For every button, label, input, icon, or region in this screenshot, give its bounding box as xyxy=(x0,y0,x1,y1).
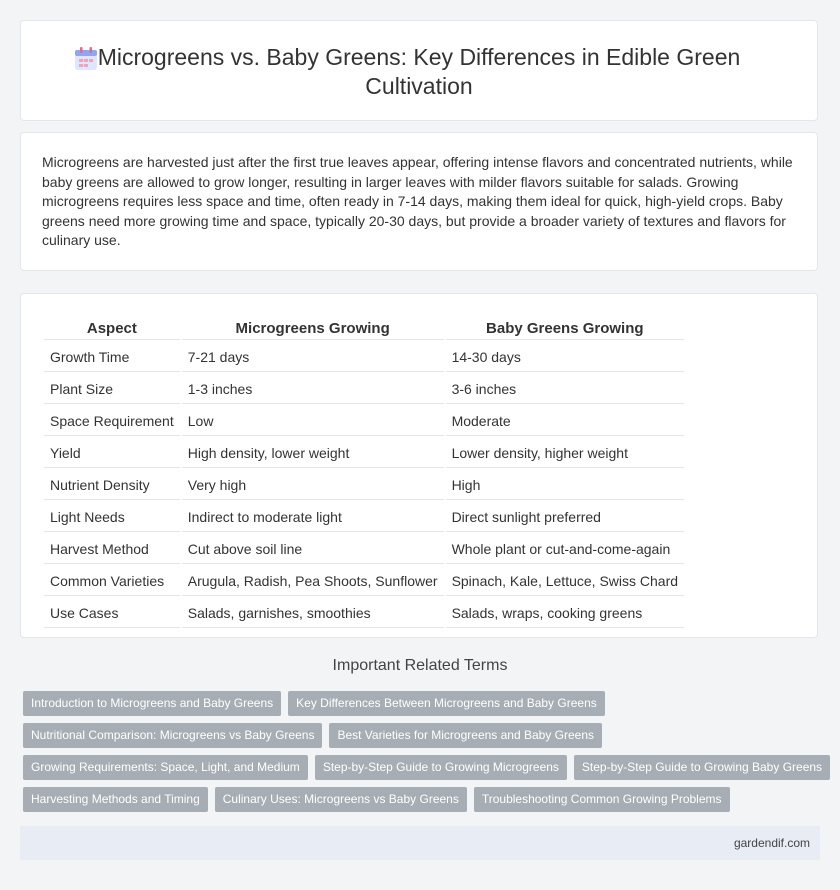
intro-paragraph: Microgreens are harvested just after the first true leaves appear, offering intense flavors and concentrated nutrients, while baby greens are allowed to grow longer, resulting in larger leaves with milder flavors suitable for salads. Growing microgreens requires less space and time, often ready in 7-14 days, making them ideal for quick, high-yield crops. Baby greens need more growing time and space, typically 20-30 days, but provide a broader variety of textures and flavors for culinary use. xyxy=(42,154,793,248)
table-cell: Indirect to moderate light xyxy=(182,502,444,532)
table-cell: Lower density, higher weight xyxy=(446,438,684,468)
table-cell: Nutrient Density xyxy=(44,470,180,500)
tag-row xyxy=(23,723,823,748)
table-cell: High density, lower weight xyxy=(182,438,444,468)
table-cell: Arugula, Radish, Pea Shoots, Sunflower xyxy=(182,566,444,596)
footer xyxy=(20,826,820,860)
page-title: Microgreens vs. Baby Greens: Key Differences in Edible Green Cultivation xyxy=(97,44,741,99)
table-cell: Whole plant or cut-and-come-again xyxy=(446,534,684,564)
related-term-link[interactable]: Step-by-Step Guide to Growing Microgreens xyxy=(315,755,567,780)
table-row xyxy=(44,470,684,500)
table-cell: Growth Time xyxy=(44,342,180,372)
related-term-link[interactable]: Introduction to Microgreens and Baby Greens xyxy=(23,691,281,716)
table-cell: Very high xyxy=(182,470,444,500)
site-name-link[interactable]: gardendif.com xyxy=(733,836,810,850)
table-row xyxy=(44,342,684,372)
table-cell: Plant Size xyxy=(44,374,180,404)
table-cell: High xyxy=(446,470,684,500)
tag-row xyxy=(23,755,823,780)
related-term-link[interactable]: Growing Requirements: Space, Light, and Medium xyxy=(23,755,308,780)
table-cell: Harvest Method xyxy=(44,534,180,564)
table-cell: Yield xyxy=(44,438,180,468)
tag-row xyxy=(23,787,823,812)
table-row xyxy=(44,438,684,468)
related-term-link[interactable]: Key Differences Between Microgreens and Baby Greens xyxy=(288,691,605,716)
table-cell: Low xyxy=(182,406,444,436)
related-term-link[interactable]: Nutritional Comparison: Microgreens vs Baby Greens xyxy=(23,723,322,748)
related-term-link[interactable]: Best Varieties for Microgreens and Baby Greens xyxy=(329,723,602,748)
related-term-link[interactable]: Step-by-Step Guide to Growing Baby Greens xyxy=(574,755,830,780)
table-cell: 14-30 days xyxy=(446,342,684,372)
table-cell: 3-6 inches xyxy=(446,374,684,404)
column-header: Baby Greens Growing xyxy=(446,316,684,340)
header-card xyxy=(20,20,818,121)
table-cell: Spinach, Kale, Lettuce, Swiss Chard xyxy=(446,566,684,596)
table-header-row xyxy=(44,316,684,340)
related-term-link[interactable]: Troubleshooting Common Growing Problems xyxy=(474,787,730,812)
table-row xyxy=(44,406,684,436)
column-header: Aspect xyxy=(44,316,180,340)
table-row xyxy=(44,374,684,404)
related-term-link[interactable]: Harvesting Methods and Timing xyxy=(23,787,208,812)
related-term-link[interactable]: Culinary Uses: Microgreens vs Baby Greens xyxy=(215,787,467,812)
column-header: Microgreens Growing xyxy=(182,316,444,340)
comparison-table-card xyxy=(20,293,818,638)
table-cell: Common Varieties xyxy=(44,566,180,596)
table-cell: Cut above soil line xyxy=(182,534,444,564)
table-cell: Light Needs xyxy=(44,502,180,532)
table-row xyxy=(44,534,684,564)
related-terms-title: Important Related Terms xyxy=(332,657,508,674)
table-cell: 1-3 inches xyxy=(182,374,444,404)
tag-row xyxy=(23,691,823,716)
table-cell: Space Requirement xyxy=(44,406,180,436)
table-cell: 7-21 days xyxy=(182,342,444,372)
table-cell: Salads, wraps, cooking greens xyxy=(446,598,684,628)
comparison-table xyxy=(42,314,686,630)
table-cell: Direct sunlight preferred xyxy=(446,502,684,532)
table-cell: Salads, garnishes, smoothies xyxy=(182,598,444,628)
table-cell: Use Cases xyxy=(44,598,180,628)
intro-card xyxy=(20,132,818,271)
table-row xyxy=(44,566,684,596)
related-terms-list xyxy=(23,691,823,819)
table-row xyxy=(44,502,684,532)
table-cell: Moderate xyxy=(446,406,684,436)
table-row xyxy=(44,598,684,628)
